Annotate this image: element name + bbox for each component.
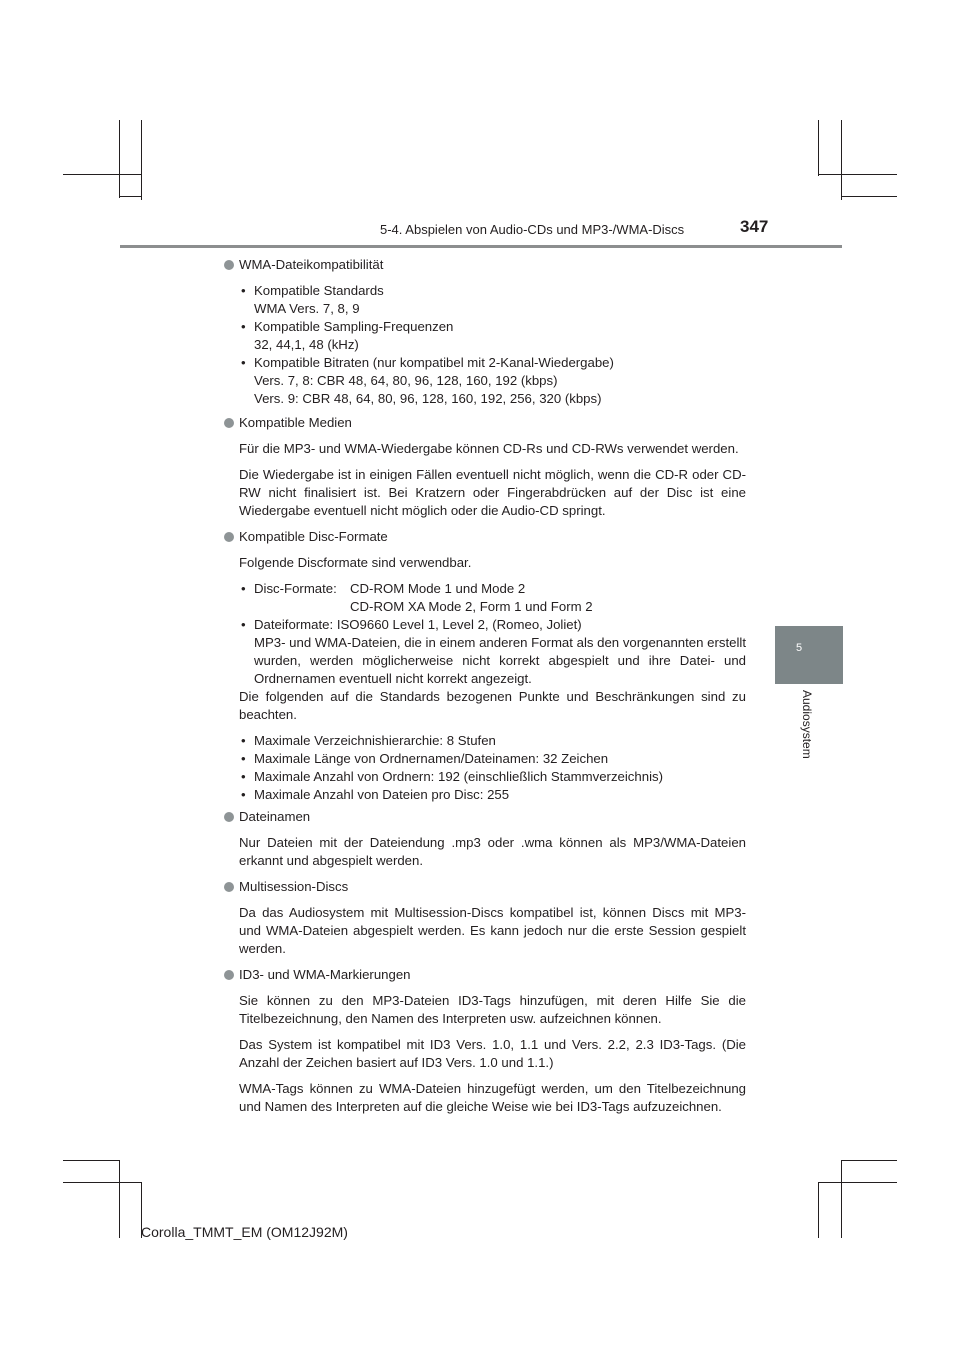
list-item-value: Vers. 7, 8: CBR 48, 64, 80, 96, 128, 160, 192 (kbps) <box>254 373 558 388</box>
wma-list <box>224 282 746 408</box>
list-item <box>241 282 746 318</box>
tags-body <box>224 992 746 1116</box>
paragraph: Sie können zu den MP3-Dateien ID3-Tags hinzufügen, mit deren Hilfe Sie die Titelbezeichnung, den Namen des Interpreten usw. aufzeichnen können. <box>239 993 746 1026</box>
formats-body <box>224 554 746 804</box>
page-content <box>224 256 746 1116</box>
bullet-dot-icon: • <box>241 787 246 802</box>
list-item-title: Kompatible Bitraten (nur kompatibel mit 2-Kanal-Wiedergabe) <box>254 355 614 370</box>
list-item-value: Vers. 9: CBR 48, 64, 80, 96, 128, 160, 192, 256, 320 (kbps) <box>254 391 602 406</box>
chapter-header: 5-4. Abspielen von Audio-CDs und MP3-/WMA-Discs <box>380 222 685 237</box>
crop-mark <box>119 120 120 198</box>
list-item <box>241 786 746 804</box>
paragraph: Die folgenden auf die Standards bezogenen Punkte und Beschränkungen sind zu beachten. <box>239 689 746 722</box>
multisession-body <box>224 904 746 958</box>
section-heading-wma <box>224 256 746 274</box>
limits-list <box>239 732 746 804</box>
list-item <box>241 580 746 616</box>
bullet-dot-icon: • <box>241 319 246 334</box>
limit-text: Maximale Anzahl von Ordnern: 192 (einschließlich Stammverzeichnis) <box>254 769 663 784</box>
list-item <box>241 768 746 786</box>
section-heading-filenames <box>224 808 746 826</box>
bullet-circle-icon <box>224 882 234 892</box>
section-heading-multisession <box>224 878 746 896</box>
chapter-tab <box>775 626 843 684</box>
crop-mark <box>119 1160 120 1238</box>
bullet-dot-icon: • <box>241 733 246 748</box>
section-heading-text: Multisession-Discs <box>239 879 349 894</box>
list-item <box>241 750 746 768</box>
section-heading-text: Dateinamen <box>239 809 311 824</box>
paragraph: Die Wiedergabe ist in einigen Fällen eventuell nicht möglich, wenn die CD-R oder CD-RW nicht finalisiert ist. Bei Kratzern oder Fingerabdrücken auf der Disc ist eine Wiedergabe eventuell nicht möglich oder die Audio-CD springt. <box>239 467 746 518</box>
paragraph: Da das Audiosystem mit Multisession-Discs kompatibel ist, können Discs mit MP3- und WMA-Dateien abgespielt werden. Es kann jedoch nur die erste Session gespielt werden. <box>239 905 746 956</box>
list-item <box>241 354 746 408</box>
list-item <box>241 616 746 688</box>
media-body <box>224 440 746 520</box>
page-number: 347 <box>740 217 769 236</box>
bullet-circle-icon <box>224 260 234 270</box>
crop-mark <box>841 1160 897 1161</box>
crop-mark <box>63 174 142 175</box>
bullet-circle-icon <box>224 418 234 428</box>
list-item <box>241 318 746 354</box>
disc-format-value: CD-ROM XA Mode 2, Form 1 und Form 2 <box>350 599 593 614</box>
crop-mark <box>63 1160 119 1161</box>
disc-format-values <box>350 580 746 616</box>
crop-mark <box>841 196 897 197</box>
crop-mark <box>841 1160 842 1238</box>
chapter-tab-number: 5 <box>795 642 803 654</box>
bullet-dot-icon: • <box>241 617 246 632</box>
list-item <box>241 732 746 750</box>
limit-text: Maximale Anzahl von Dateien pro Disc: 255 <box>254 787 510 802</box>
section-heading-text: WMA-Dateikompatibilität <box>239 257 384 272</box>
section-heading-text: ID3- und WMA-Markierungen <box>239 967 411 982</box>
paragraph: Folgende Discformate sind verwendbar. <box>239 555 472 570</box>
crop-mark <box>818 174 897 175</box>
section-heading-tags <box>224 966 746 984</box>
bullet-circle-icon <box>224 812 234 822</box>
bullet-dot-icon: • <box>241 581 246 596</box>
section-heading-text: Kompatible Medien <box>239 415 352 430</box>
paragraph: Das System ist kompatibel mit ID3 Vers. 1.0, 1.1 und Vers. 2.2, 2.3 ID3-Tags. (Die Anzahl der Zeichen basiert auf ID3 Vers. 1.0 und 1.1.) <box>239 1037 746 1070</box>
section-heading-formats <box>224 528 746 546</box>
limit-text: Maximale Verzeichnishierarchie: 8 Stufen <box>254 733 496 748</box>
chapter-tab-label: Audiosystem <box>800 690 814 759</box>
paragraph: Für die MP3- und WMA-Wiedergabe können CD-Rs und CD-RWs verwendet werden. <box>239 441 739 456</box>
bullet-dot-icon: • <box>241 751 246 766</box>
paragraph: WMA-Tags können zu WMA-Dateien hinzugefügt werden, um den Titelbezeichnung und Namen des Interpreten auf die gleiche Weise wie bei ID3-Tags aufzuzeichnen. <box>239 1081 746 1114</box>
list-item-title: Kompatible Sampling-Frequenzen <box>254 319 454 334</box>
section-heading-text: Kompatible Disc-Formate <box>239 529 388 544</box>
section-heading-media <box>224 414 746 432</box>
crop-mark <box>818 1182 819 1238</box>
bullet-dot-icon: • <box>241 355 246 370</box>
list-item-title: Kompatible Standards <box>254 283 384 298</box>
paragraph: Nur Dateien mit der Dateiendung .mp3 oder .wma können als MP3/WMA-Dateien erkannt und abgespielt werden. <box>239 835 746 868</box>
bullet-dot-icon: • <box>241 283 246 298</box>
limit-text: Maximale Länge von Ordnernamen/Dateinamen: 32 Zeichen <box>254 751 609 766</box>
disc-format-value: CD-ROM Mode 1 und Mode 2 <box>350 581 526 596</box>
list-item-value: 32, 44,1, 48 (kHz) <box>254 337 359 352</box>
file-format-line: Dateiformate: ISO9660 Level 1, Level 2, (Romeo, Joliet) <box>254 617 582 632</box>
bullet-dot-icon: • <box>241 769 246 784</box>
bullet-circle-icon <box>224 532 234 542</box>
document-footer: Corolla_TMMT_EM (OM12J92M) <box>141 1224 348 1240</box>
bullet-circle-icon <box>224 970 234 980</box>
header-rule <box>120 245 842 248</box>
crop-mark <box>141 120 142 200</box>
crop-mark <box>818 120 819 176</box>
crop-mark <box>63 1182 142 1183</box>
crop-mark <box>818 1182 897 1183</box>
disc-format-row <box>254 580 746 616</box>
filenames-body <box>224 834 746 870</box>
list-item-value: WMA Vers. 7, 8, 9 <box>254 301 360 316</box>
disc-format-label: Disc-Formate: <box>254 581 337 596</box>
crop-mark <box>119 196 142 197</box>
crop-mark <box>841 120 842 200</box>
file-format-note: MP3- und WMA-Dateien, die in einem anderen Format als den vorgenannten erstellt wurden, werden möglicherweise nicht korrekt abgespielt und ihre Datei- und Ordnernamen eventuell nicht korrekt angezeigt. <box>254 635 746 686</box>
